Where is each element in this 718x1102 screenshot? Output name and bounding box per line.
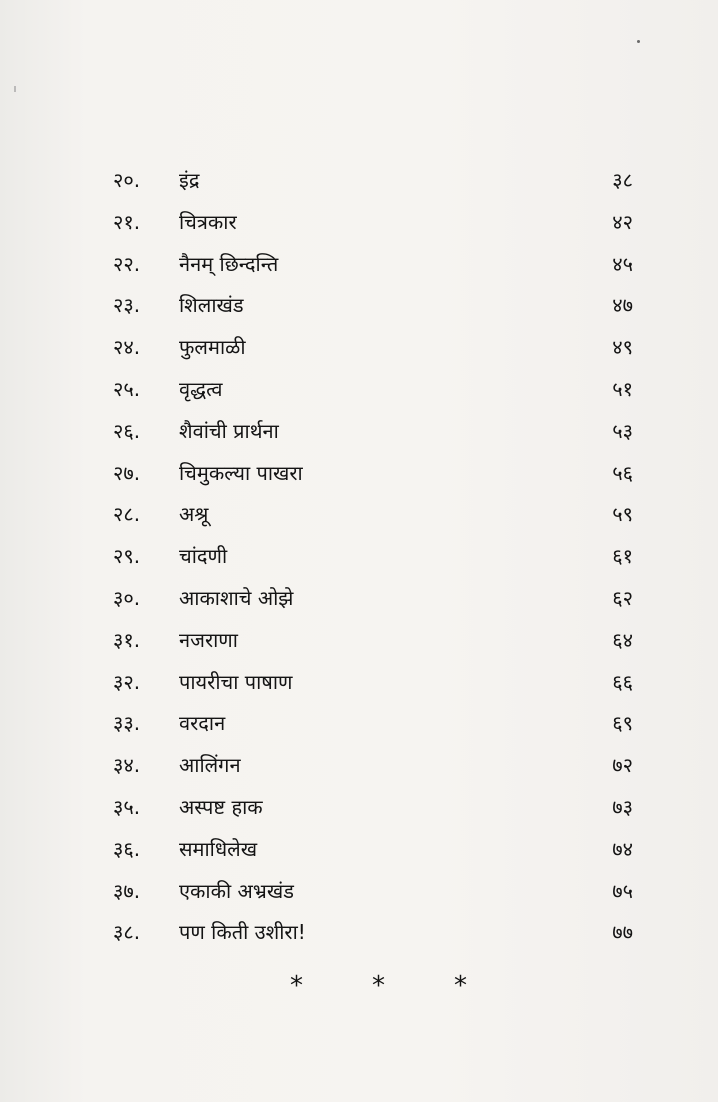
toc-entry-title: फुलमाळी (179, 335, 246, 360)
toc-entry-title: समाधिलेख (179, 836, 258, 861)
toc-entry (113, 244, 633, 286)
toc-entry-title: आलिंगन (179, 753, 241, 778)
toc-entry (113, 703, 633, 745)
paper-speck (14, 86, 16, 92)
toc-entry-page: ६४ (612, 627, 633, 652)
toc-entry-page: ६२ (612, 585, 633, 610)
toc-entry-number: २८. (113, 502, 141, 527)
toc-entry-number: २२. (113, 251, 141, 276)
toc-entry-number: २७. (113, 460, 141, 485)
toc-entry-number: २९. (113, 544, 141, 569)
toc-entry-page: ७४ (612, 836, 633, 861)
toc-entry-page: ६१ (612, 544, 633, 569)
toc-entry (113, 285, 633, 327)
toc-entry-page: ७७ (612, 920, 633, 945)
paper-speck (637, 40, 640, 43)
toc-entry-number: ३०. (113, 585, 141, 610)
toc-entry (113, 369, 633, 411)
toc-entry (113, 453, 633, 495)
toc-entry-page: ६६ (612, 669, 633, 694)
toc-entry-page: ४२ (612, 209, 633, 234)
toc-entry-title: चिमुकल्या पाखरा (179, 460, 303, 485)
toc-entry-page: ७३ (612, 794, 633, 819)
toc-entry-title: इंद्र (179, 168, 200, 192)
toc-entry-number: २१. (113, 209, 141, 234)
toc-entry-title: शैवांची प्रार्थना (179, 418, 279, 443)
toc-entry (113, 662, 633, 704)
separator-asterisk: * (372, 971, 385, 1001)
toc-entry-page: ५३ (612, 418, 633, 443)
toc-entry-title: नजराणा (179, 627, 238, 652)
toc-entry-title: पायरीचा पाषाण (179, 669, 293, 694)
toc-entry-number: २६. (113, 418, 141, 443)
toc-entry (113, 536, 633, 578)
toc-entry-number: २३. (113, 293, 141, 318)
toc-entry-number: ३६. (113, 836, 141, 861)
toc-entry-number: ३८. (113, 920, 141, 945)
toc-entry (113, 829, 633, 871)
toc-entry-page: ५९ (612, 502, 633, 527)
toc-entry (113, 202, 633, 244)
toc-entry-page: ५६ (612, 460, 633, 485)
toc-entry (113, 411, 633, 453)
table-of-contents (113, 160, 633, 954)
toc-entry-title: चांदणी (179, 544, 228, 569)
toc-entry-title: आकाशाचे ओझे (179, 585, 294, 610)
toc-entry-page: ५१ (612, 376, 633, 401)
toc-entry-number: २०. (113, 168, 141, 192)
toc-entry (113, 787, 633, 829)
toc-entry (113, 912, 633, 954)
toc-entry-page: ३८ (612, 168, 633, 192)
toc-entry-title: वृद्धत्व (179, 376, 223, 401)
toc-entry-title: एकाकी अभ्रखंड (179, 878, 294, 903)
toc-entry-title: वरदान (179, 711, 226, 736)
toc-entry-title: चित्रकार (179, 209, 237, 234)
toc-entry-number: ३२. (113, 669, 141, 694)
toc-entry-number: ३५. (113, 794, 141, 819)
toc-entry-page: ४९ (612, 335, 633, 360)
toc-entry (113, 620, 633, 662)
separator-asterisk: * (290, 971, 303, 1001)
toc-entry-title: शिलाखंड (179, 293, 244, 318)
toc-entry (113, 578, 633, 620)
toc-entry-page: ४५ (612, 251, 633, 276)
toc-entry-number: २४. (113, 335, 141, 360)
toc-entry-page: ४७ (612, 293, 633, 318)
toc-entry (113, 160, 633, 202)
toc-entry (113, 327, 633, 369)
toc-entry-page: ७२ (612, 753, 633, 778)
section-separator (270, 968, 490, 1004)
toc-entry-title: अस्पष्ट हाक (179, 794, 263, 819)
toc-entry-number: ३३. (113, 711, 141, 736)
toc-entry-title: नैनम् छिन्दन्ति (179, 251, 279, 276)
separator-asterisk: * (454, 971, 467, 1001)
toc-entry-title: पण किती उशीरा! (179, 920, 306, 945)
toc-entry-title: अश्रू (179, 502, 209, 527)
toc-entry-page: ७५ (612, 878, 633, 903)
toc-entry (113, 871, 633, 913)
toc-entry-page: ६९ (612, 711, 633, 736)
toc-entry-number: २५. (113, 376, 141, 401)
toc-entry-number: ३१. (113, 627, 141, 652)
toc-entry-number: ३४. (113, 753, 141, 778)
toc-entry (113, 745, 633, 787)
toc-entry-number: ३७. (113, 878, 141, 903)
toc-entry (113, 494, 633, 536)
